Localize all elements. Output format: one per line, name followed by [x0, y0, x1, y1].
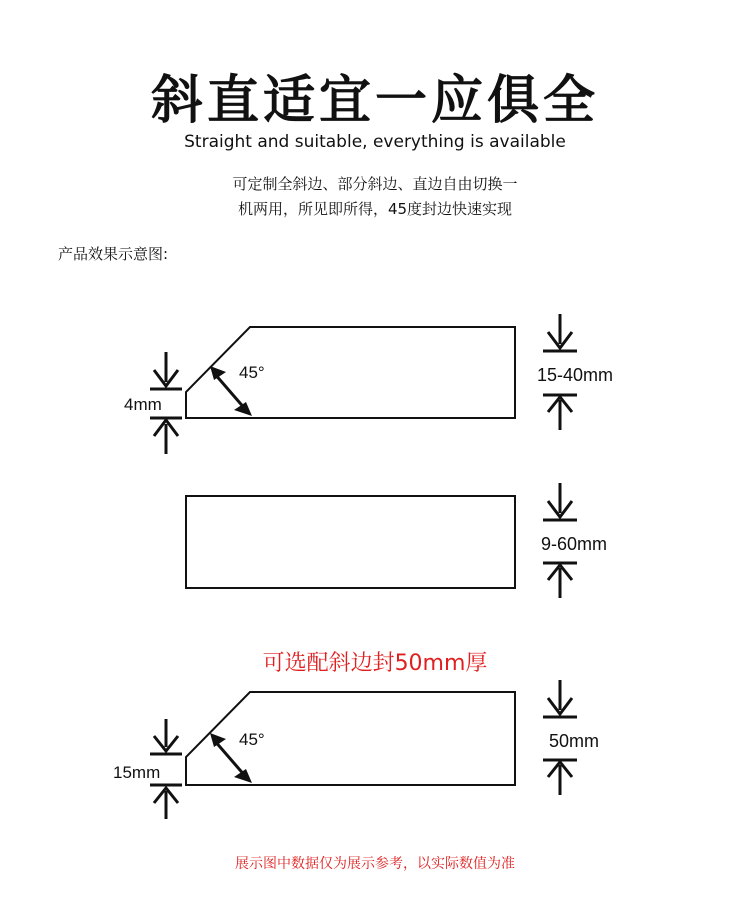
diagram-partial-bevel [124, 314, 613, 454]
thickness-label: 50mm [549, 731, 600, 751]
diagram-50mm-bevel [113, 680, 599, 819]
thickness-label: 15-40mm [537, 365, 614, 385]
edge-height-label: 15mm [113, 763, 161, 782]
section-label: 产品效果示意图: [58, 245, 169, 263]
description-line-1: 可定制全斜边、部分斜边、直边自由切换一 [232, 175, 518, 193]
thickness-label: 9-60mm [541, 534, 608, 554]
board-outline [186, 496, 515, 588]
description-line-2: 机两用，所见即所得，45度封边快速实现 [237, 200, 513, 218]
board-outline [186, 327, 515, 418]
page-subtitle: Straight and suitable, everything is available [184, 132, 566, 152]
board-outline [186, 692, 515, 785]
diagram-straight-edge [186, 483, 607, 598]
angle-label: 45° [239, 363, 265, 382]
option-note: 可选配斜边封50mm厚 [262, 651, 488, 676]
edge-height-label: 4mm [124, 395, 162, 414]
angle-label: 45° [239, 730, 265, 749]
footer-note: 展示图中数据仅为展示参考，以实际数值为准 [235, 856, 515, 872]
page-title: 斜直适宜一应俱全 [150, 70, 599, 131]
